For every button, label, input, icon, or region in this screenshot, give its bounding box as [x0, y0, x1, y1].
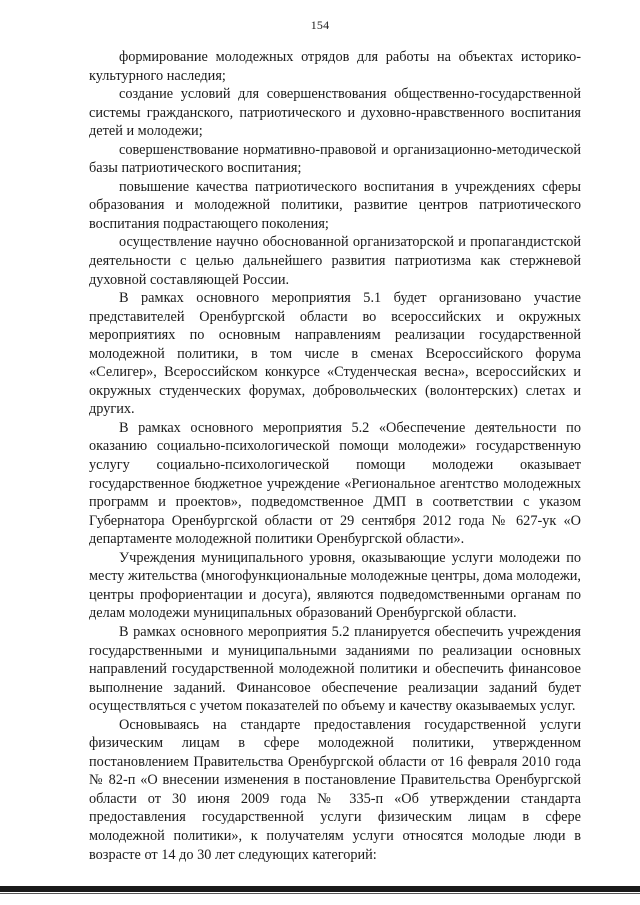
paragraph: В рамках основного мероприятия 5.2 планируется обеспечить учреждения государственными и муниципальными заданиями по реализации основных направлений государственной молодежной политики и обеспечить финансовое выполнение заданий. Финансовое обеспечение реализации заданий будет осуществляться с учетом показателей по объему и качеству оказываемых услуг.	[89, 623, 581, 715]
paragraph: Учреждения муниципального уровня, оказывающие услуги молодежи по месту жительства (многофункциональные молодежные центры, дома молодежи, центры профориентации и досуга), являются подведомственными органам по делам молодежи муниципальных образований Оренбургской области.	[89, 549, 581, 622]
paragraph: повышение качества патриотического воспитания в учреждениях сферы образования и молодежной политики, развитие центров патриотического воспитания подрастающего поколения;	[89, 178, 581, 232]
page-number: 154	[310, 18, 330, 32]
scan-edge-border	[0, 886, 640, 892]
paragraph: В рамках основного мероприятия 5.1 будет организовано участие представителей Оренбургской области во всероссийских и окружных мероприятиях по основным направлениям реализации государственной молодежной политики, в том числе в сменах Всероссийского форума «Селигер», Всероссийском конкурсе «Студенческая весна», всероссийских и окружных студенческих форумах, добровольческих (волонтерских) слетах и других.	[89, 290, 581, 418]
paragraph: Основываясь на стандарте предоставления государственной услуги физическим лицам в сфере молодежной политики, утвержденном постановлением Правительства Оренбургской области от 16 февраля 2010 года № 82-п «О внесении изменения в постановление Правительства Оренбургской области от 30 июня 2009 года № 335-п «Об утверждении стандарта предоставления государственной услуги физическим лицам в сфере молодежной политики», к получателям услуги относятся молодые люди в возрасте от 14 до 30 лет следующих категорий:	[89, 716, 581, 863]
paragraph: осуществление научно обоснованной организаторской и пропагандистской деятельности с целью дальнейшего развития патриотизма как стержневой духовной составляющей России.	[89, 234, 581, 288]
paragraph: совершенствование нормативно-правовой и организационно-методической базы патриотического воспитания;	[89, 141, 581, 177]
paragraph: формирование молодежных отрядов для работы на объектах историко-культурного наследия;	[89, 49, 581, 84]
document-body	[89, 48, 581, 864]
scan-edge-line	[0, 893, 640, 894]
paragraph: В рамках основного мероприятия 5.2 «Обеспечение деятельности по оказанию социально-психологической помощи молодежи» государственную услугу социально-психологической помощи молодежи оказывает государственное бюджетное учреждение «Региональное агентство молодежных программ и проектов», подведомственное ДМП в соответствии с указом Губернатора Оренбургской области от 29 сентября 2012 года № 627-ук «О департаменте молодежной политики Оренбургской области».	[89, 419, 581, 548]
paragraph: создание условий для совершенствования общественно-государственной системы гражданского, патриотического и духовно-нравственного воспитания детей и молодежи;	[89, 86, 581, 140]
